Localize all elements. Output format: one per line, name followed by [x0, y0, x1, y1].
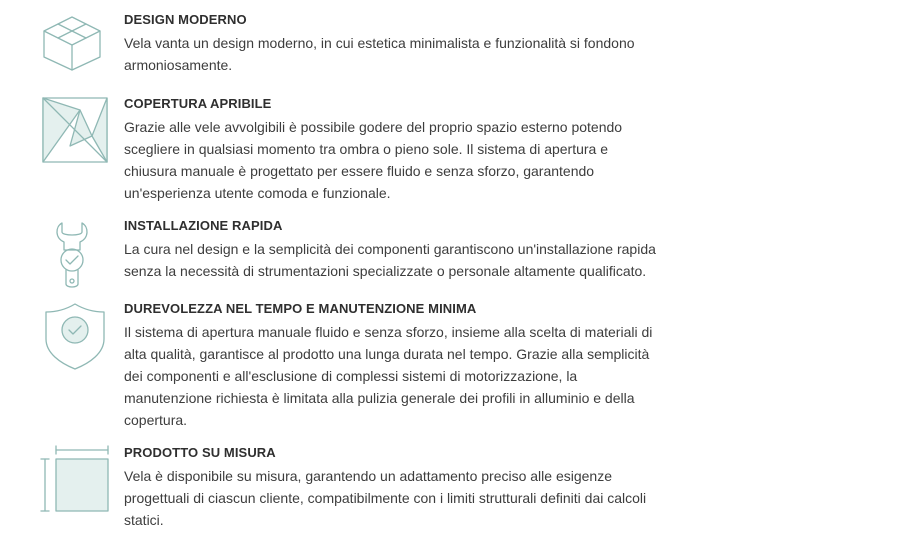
feature-description: Il sistema di apertura manuale fluido e senza sforzo, insieme alla scelta di materiali di alta qualità, garantisce al prodotto una lunga durata nel tempo. Grazie alla semplicità dei componenti e all'esclusione di complessi sistemi di motorizzazione, la manutenzione richiesta è limitata alla pulizia generale dei profili in alluminio e della copertura. [124, 324, 653, 428]
custom-size-icon [40, 445, 112, 520]
feature-title: INSTALLAZIONE RAPIDA [124, 218, 283, 233]
feature-description: Vela vanta un design moderno, in cui estetica minimalista e funzionalità si fondono armoniosamente. [124, 35, 635, 73]
cube-icon [40, 14, 112, 77]
feature-title: DESIGN MODERNO [124, 12, 247, 27]
shield-check-icon [40, 301, 112, 376]
feature-title: DUREVOLEZZA NEL TEMPO E MANUTENZIONE MINIMA [124, 301, 477, 316]
feature-description: Grazie alle vele avvolgibili è possibile godere del proprio spazio esterno potendo scegliere in qualsiasi momento tra ombra o pieno sole. Il sistema di apertura e chiusura manuale è progettato per essere fluido e senza sforzo, garantendo un'esperienza utente comoda e funzionale. [124, 119, 623, 201]
feature-description: La cura nel design e la semplicità dei componenti garantiscono un'installazione rapida senza la necessità di strumentazioni specializzate o personale altamente qualificato. [124, 241, 656, 279]
feature-description: Vela è disponibile su misura, garantendo un adattamento preciso alle esigenze progettuali di ciascun cliente, compatibilmente con i limiti strutturali definiti dai calcoli statici. [124, 468, 647, 528]
wrench-check-icon [40, 220, 112, 295]
feature-title: PRODOTTO SU MISURA [124, 445, 276, 460]
feature-title: COPERTURA APRIBILE [124, 96, 272, 111]
retractable-sail-icon [40, 96, 112, 169]
